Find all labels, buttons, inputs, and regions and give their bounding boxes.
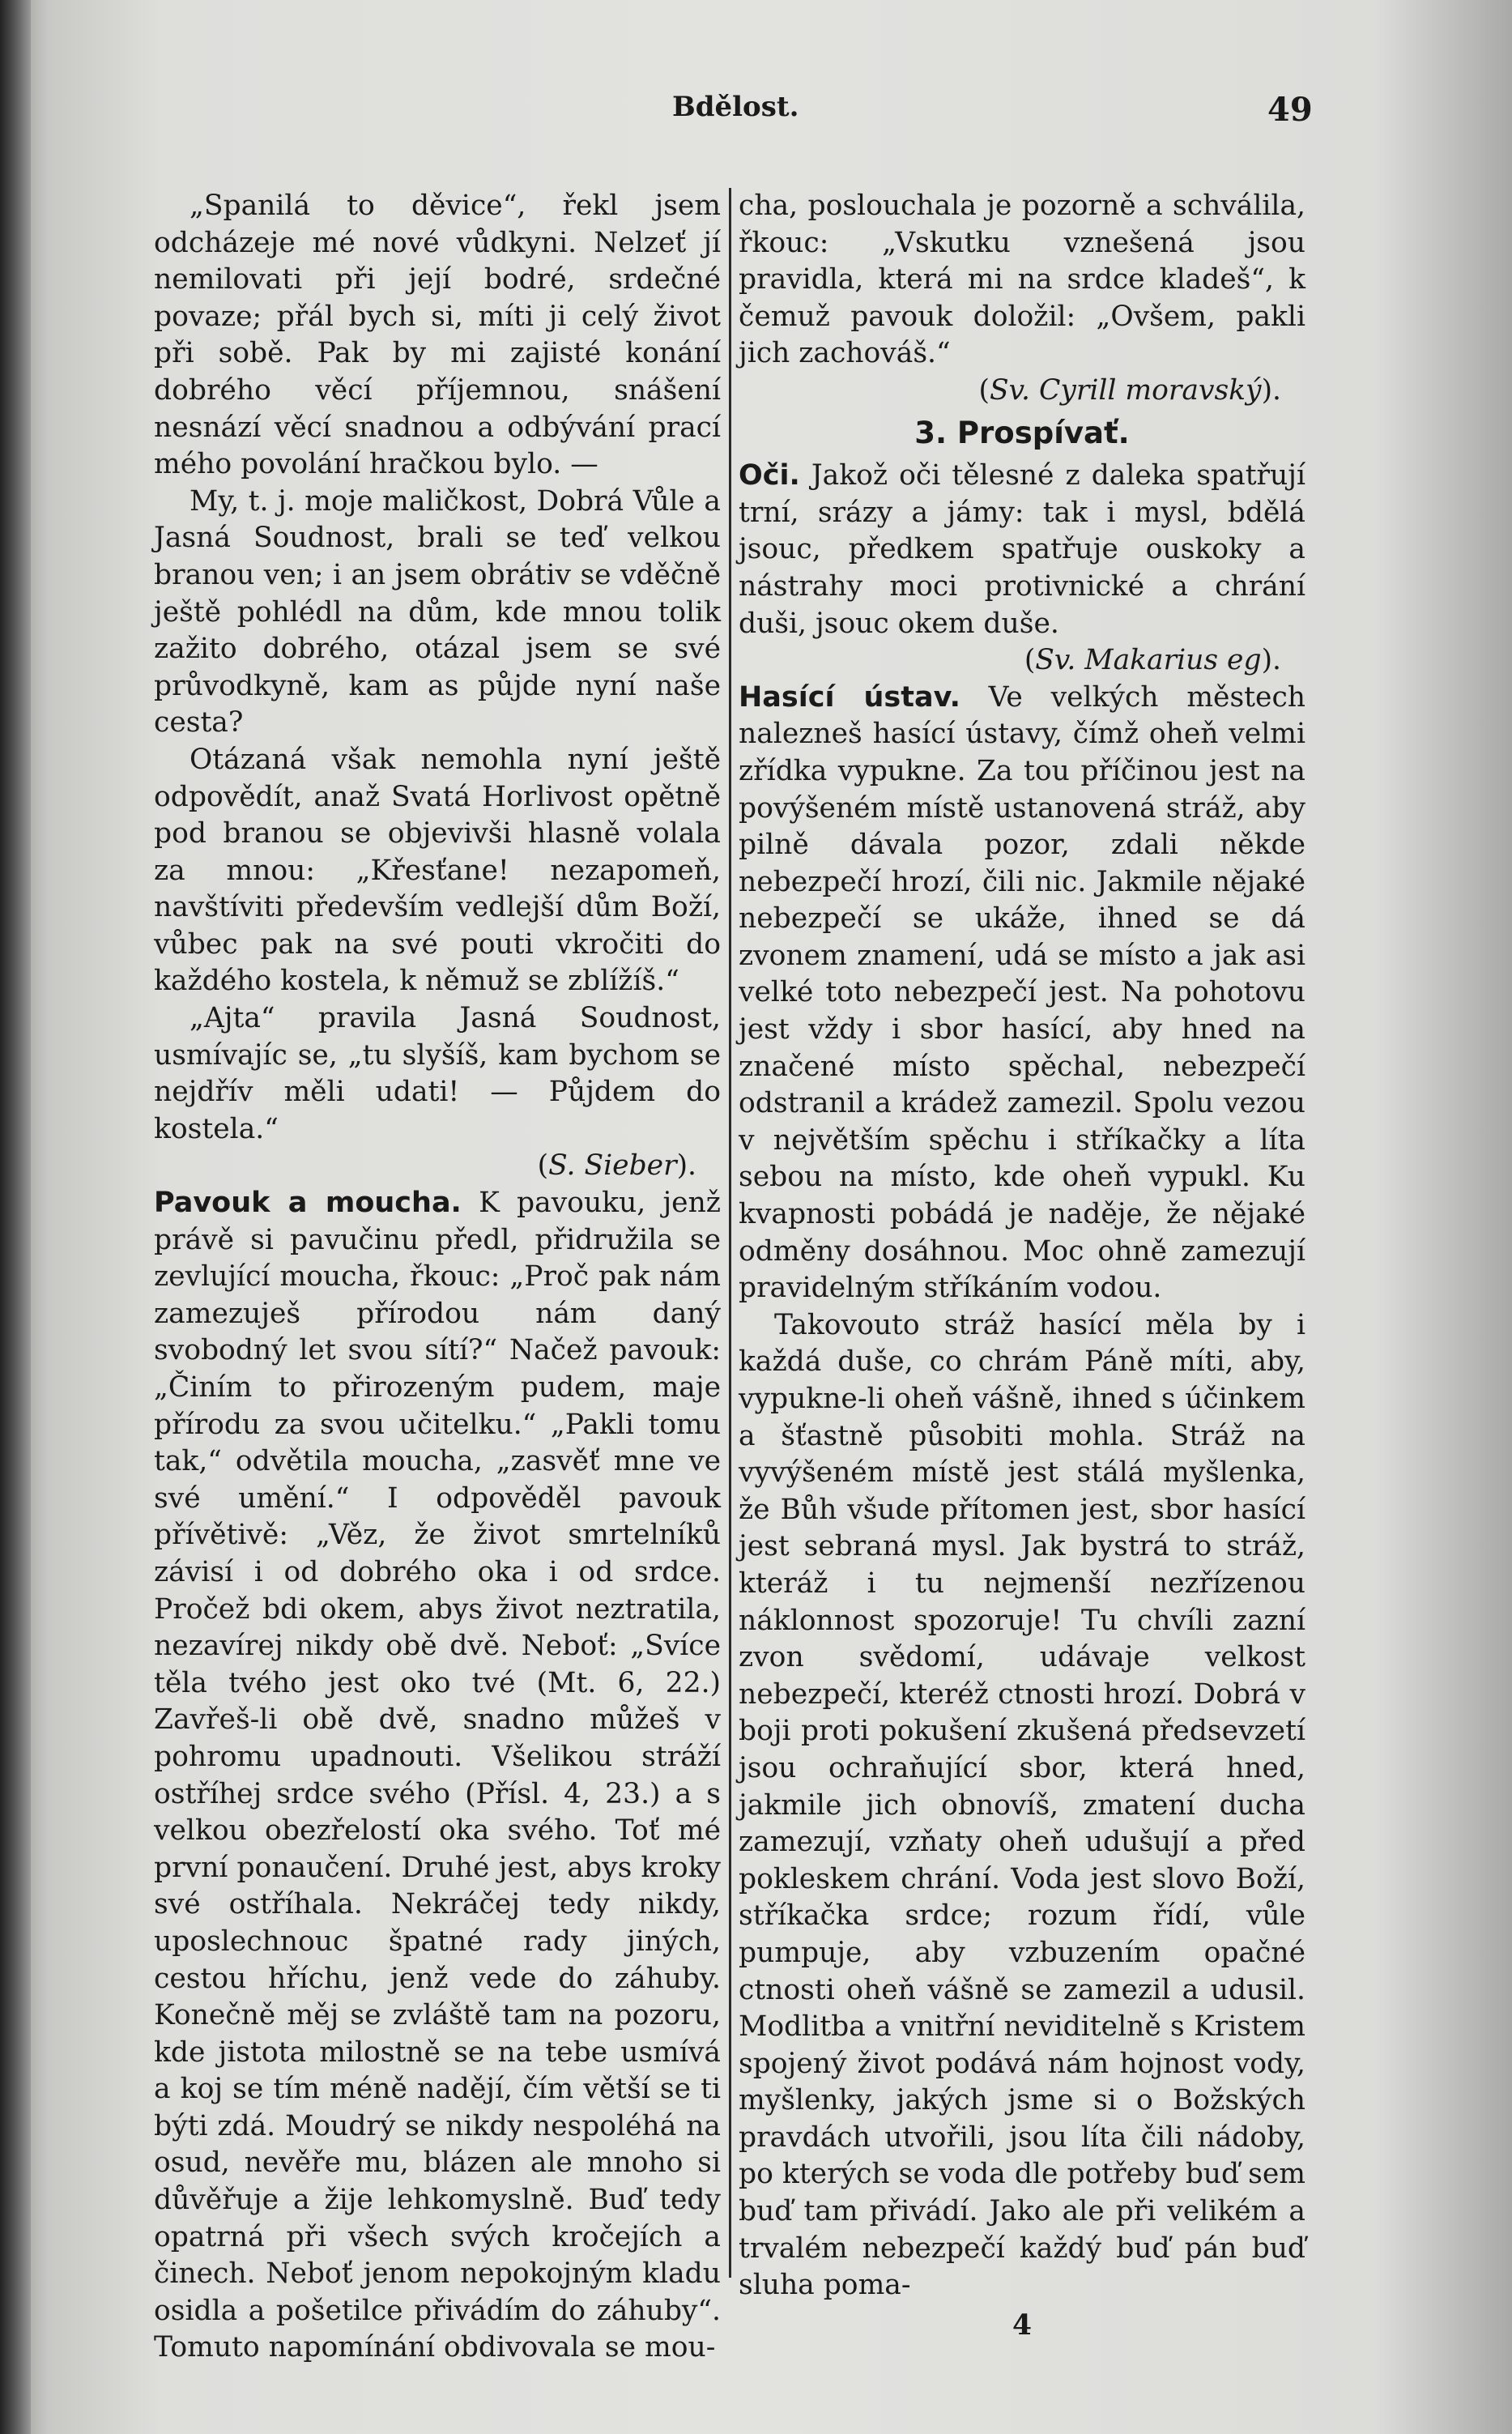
paragraph: My, t. j. moje maličkost, Dobrá Vůle a Jasná Soudnost, brali se teď velkou branou ven; i an jsem obrátiv se vděčně ještě pohlédl na dům, kde mnou tolik zažito dobrého, otázal jsem se své průvodkyně, kam as půjde nyní naše cesta? xyxy=(154,484,721,740)
attribution-open: ( xyxy=(537,1149,549,1183)
spider-heading: Pavouk a moucha. xyxy=(154,1187,462,1220)
attribution-author: Sv. Makarius eg xyxy=(1035,644,1262,677)
left-column xyxy=(154,188,721,2375)
attribution-close: ). xyxy=(1261,373,1281,407)
spider-section xyxy=(154,1185,721,2367)
attribution xyxy=(739,373,1305,410)
attribution-author: Sv. Cyrill moravský xyxy=(990,373,1262,407)
page-number: 49 xyxy=(1267,91,1313,129)
signature-mark: 4 xyxy=(1012,2308,1032,2342)
book-binding-edge xyxy=(0,0,31,2434)
paragraph: „Spanilá to děvice“, řekl jsem odcházeje mé nové vůdkyni. Nelzeť jí nemilovati při její bodré, srdečné povaze; přál bych si, míti ji celý život při sobě. Pak by mi zajisté konání dobrého věcí příjemnou, snášení nesnází věcí snadnou a odbývání prací mého povolání hračkou bylo. — xyxy=(154,190,721,481)
fire-text: Ve velkých městech nalezneš hasící ústavy, čímž oheň velmi zřídka vypukne. Za tou příčinou jest na povýšeném místě ustanovená stráž, aby pilně dávala pozor, zdali někde nebezpečí hrozí, čili nic. Jakmile nějaké nebezpečí se ukáže, ihned se dá zvonem znamení, udá se místo a jak asi velké toto nebezpečí jest. Na pohotovu jest vždy i sbor hasící, aby hned na značené místo spěchal, nebezpečí odstranil a krádež zamezil. Spolu vezou v největším spěchu i stříkačky a líta sebou na místo, kde oheň vypukl. Ku kvapnosti pobádá je naděje, že nějaké odměny dosáhnou. Moc ohně zamezují pravidelným stříkáním vodou. xyxy=(739,680,1305,1305)
attribution xyxy=(154,1148,721,1185)
eyes-text: Jakož oči tělesné z daleka spatřují trní, srázy a jámy: tak i mysl, bdělá jsouc, předkem spatřuje ouskoky a nástrahy moci protivnické a chrání duši, jsouc okem duše. xyxy=(739,459,1305,640)
attribution-open: ( xyxy=(1024,644,1036,677)
paragraph: „Ajta“ pravila Jasná Soudnost, usmívajíc se, „tu slyšíš, kam bychom se nejdřív měli udati! — Půjdem do kostela.“ xyxy=(154,1002,721,1145)
paragraph: Takovouto stráž hasící měla by i každá duše, co chrám Páně míti, aby, vypukne-li oheň vášně, ihned s účinkem a šťastně působiti mohla. Stráž na vyvýšeném místě jest stálá myšlenka, že Bůh všude přítomen jest, sbor hasící jest sebraná mysl. Jak bystrá to stráž, kteráž i tu nejmenší nezřízenou náklonnost spozoruje! Tu chvíli zazní zvon svědomí, udávaje velkost nebezpečí, kteréž ctnosti hrozí. Dobrá v boji proti pokušení zkušená předsevzetí jsou ochraňující sbor, která hned, jakmile jich obnovíš, zmatení ducha zamezují, vzňaty oheň udušují a před pokleskem chrání. Voda jest slovo Boží, stříkačka srdce; rozum řídí, vůle pumpuje, aby vzbuzením opačné ctnosti oheň vášně se zamezil a udusil. Modlitba a vnitřní neviditelně s Kristem spojený život podává nám hojnost vody, myšlenky, jakých jsme si o Božských pravdách utvořili, jsou líta čili nádoby, po kterých se voda dle potřeby buď sem buď tam přivádí. Jako ale při velikém a trvalém nebezpečí každý buď pán buď sluha poma- xyxy=(739,1308,1305,2302)
attribution-open: ( xyxy=(978,373,990,407)
eyes-heading: Oči. xyxy=(739,459,800,492)
attribution-author: S. Sieber xyxy=(548,1149,677,1183)
attribution-close: ). xyxy=(1261,644,1281,677)
paragraph: Otázaná však nemohla nyní ještě odpovědít, anaž Svatá Horlivost opětně pod branou se objevivši hlasně volala za mnou: „Křesťane! nezapomeň, navštíviti především vedlejší dům Boží, vůbec pak na své pouti vkročiti do každého kostela, k němuž se zblížíš.“ xyxy=(154,743,721,998)
attribution xyxy=(739,642,1305,680)
running-title: Bdělost. xyxy=(672,91,799,123)
spider-text: K pavouku, jenž právě si pavučinu předl, přidružila se zevlující moucha, řkouc: „Proč pak nám zamezuješ přírodou nám daný svobodný let svou sítí?“ Načež pavouk: „Činím to přirozeným pudem, maje přírodu za svou učitelku.“ „Pakli tomu tak,“ odvětila moucha, „zasvěť mne ve své umění.“ I odpověděl pavouk přívětivě: „Věz, že život smrtelníků závisí i od dobrého oka i od srdce. Pročež bdi okem, abys život neztratila, nezavírej nikdy obě dvě. Neboť: „Svíce těla tvého jest oko tvé (Mt. 6, 22.) Zavřeš-li obě dvě, snadno můžeš v pohromu upadnouti. Všelikou stráží ostříhej srdce svého (Přísl. 4, 23.) a s velkou obezřelostí oka svého. Toť mé první ponaučení. Druhé jest, abys kroky své ostříhala. Nekráčej tedy nikdy, uposlechnouc špatné rady jiných, cestou hříchu, jenž vede do záhuby. Konečně měj se zvláště tam na pozoru, kde jistota milostně se na tebe usmívá a koj se tím méně nadějí, čím větší se ti býti zdá. Moudrý se nikdy nespoléhá na osud, nevěře mu, blázen ale mnoho si důvěřuje a žije lehkomyslně. Buď tedy opatrná při všech svých kročejích a činech. Neboť jenom nepokojným kladu osidla a pošetilce přivádím do záhuby“. Tomuto napomínání obdivovala se mou- xyxy=(154,1187,721,2364)
column-divider xyxy=(729,188,731,2278)
fire-heading: Hasící ústav. xyxy=(739,680,960,714)
eyes-section xyxy=(739,458,1305,642)
paragraph: cha, poslouchala je pozorně a schválila, řkouc: „Vskutku vznešená jsou pravidla, která mi na srdce kladeš“, k čemuž pavouk doložil: „Ovšem, pakli jich zachováš.“ xyxy=(739,190,1305,370)
fire-section xyxy=(739,680,1305,1307)
page-header xyxy=(0,91,1512,139)
attribution-close: ). xyxy=(676,1149,696,1183)
section-title: 3. Prospívať. xyxy=(914,415,1130,450)
right-column xyxy=(739,188,1305,2375)
